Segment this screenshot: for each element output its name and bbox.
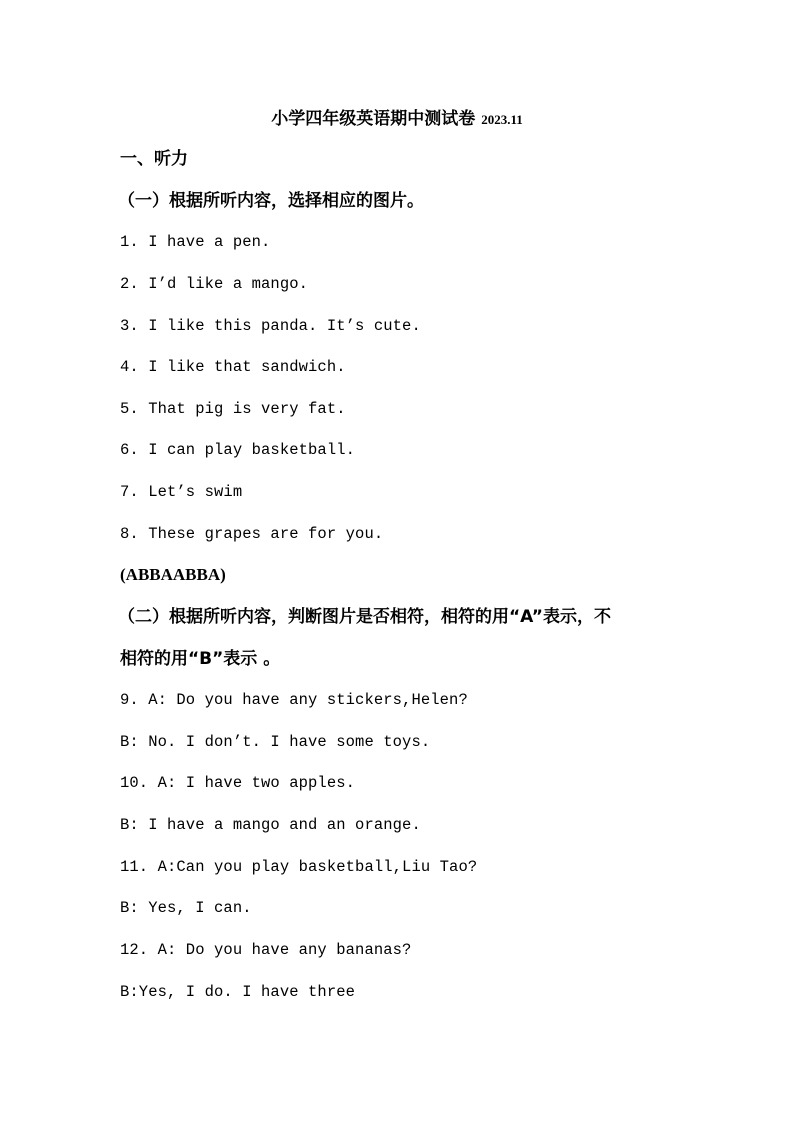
dialogue-line: B: I have a mango and an orange. bbox=[120, 816, 421, 834]
list-item: 6. I can play basketball. bbox=[120, 441, 356, 459]
title-date: 2023.11 bbox=[481, 112, 523, 127]
part-two-heading-line2: 相符的用“B”表示 。 bbox=[120, 649, 281, 669]
list-item: 7. Let’s swim bbox=[120, 483, 243, 501]
list-item: 8. These grapes are for you. bbox=[120, 525, 384, 543]
dialogue-line: B: No. I don’t. I have some toys. bbox=[120, 733, 431, 751]
dialogue-line: 9. A: Do you have any stickers,Helen? bbox=[120, 691, 468, 709]
dialogue-line: 11. A:Can you play basketball,Liu Tao? bbox=[120, 858, 478, 876]
title-text: 小学四年级英语期中测试卷 bbox=[271, 109, 476, 129]
list-item: 5. That pig is very fat. bbox=[120, 400, 346, 418]
section-heading-listening: 一、听力 bbox=[120, 149, 188, 169]
list-item: 3. I like this panda. It’s cute. bbox=[120, 317, 421, 335]
dialogue-line: 10. A: I have two apples. bbox=[120, 774, 356, 792]
list-item: 4. I like that sandwich. bbox=[120, 358, 346, 376]
answer-key: (ABBAABBA) bbox=[120, 565, 226, 584]
part-two-heading-line1: （二）根据所听内容，判断图片是否相符，相符的用“A”表示，不 bbox=[118, 607, 611, 627]
page-title bbox=[0, 107, 794, 132]
part-one-heading: （一）根据所听内容，选择相应的图片。 bbox=[118, 191, 424, 211]
dialogue-line: B: Yes, I can. bbox=[120, 899, 252, 917]
list-item: 2. I’d like a mango. bbox=[120, 275, 309, 293]
list-item: 1. I have a pen. bbox=[120, 233, 271, 251]
dialogue-line: B:Yes, I do. I have three bbox=[120, 983, 356, 1001]
dialogue-line: 12. A: Do you have any bananas? bbox=[120, 941, 412, 959]
